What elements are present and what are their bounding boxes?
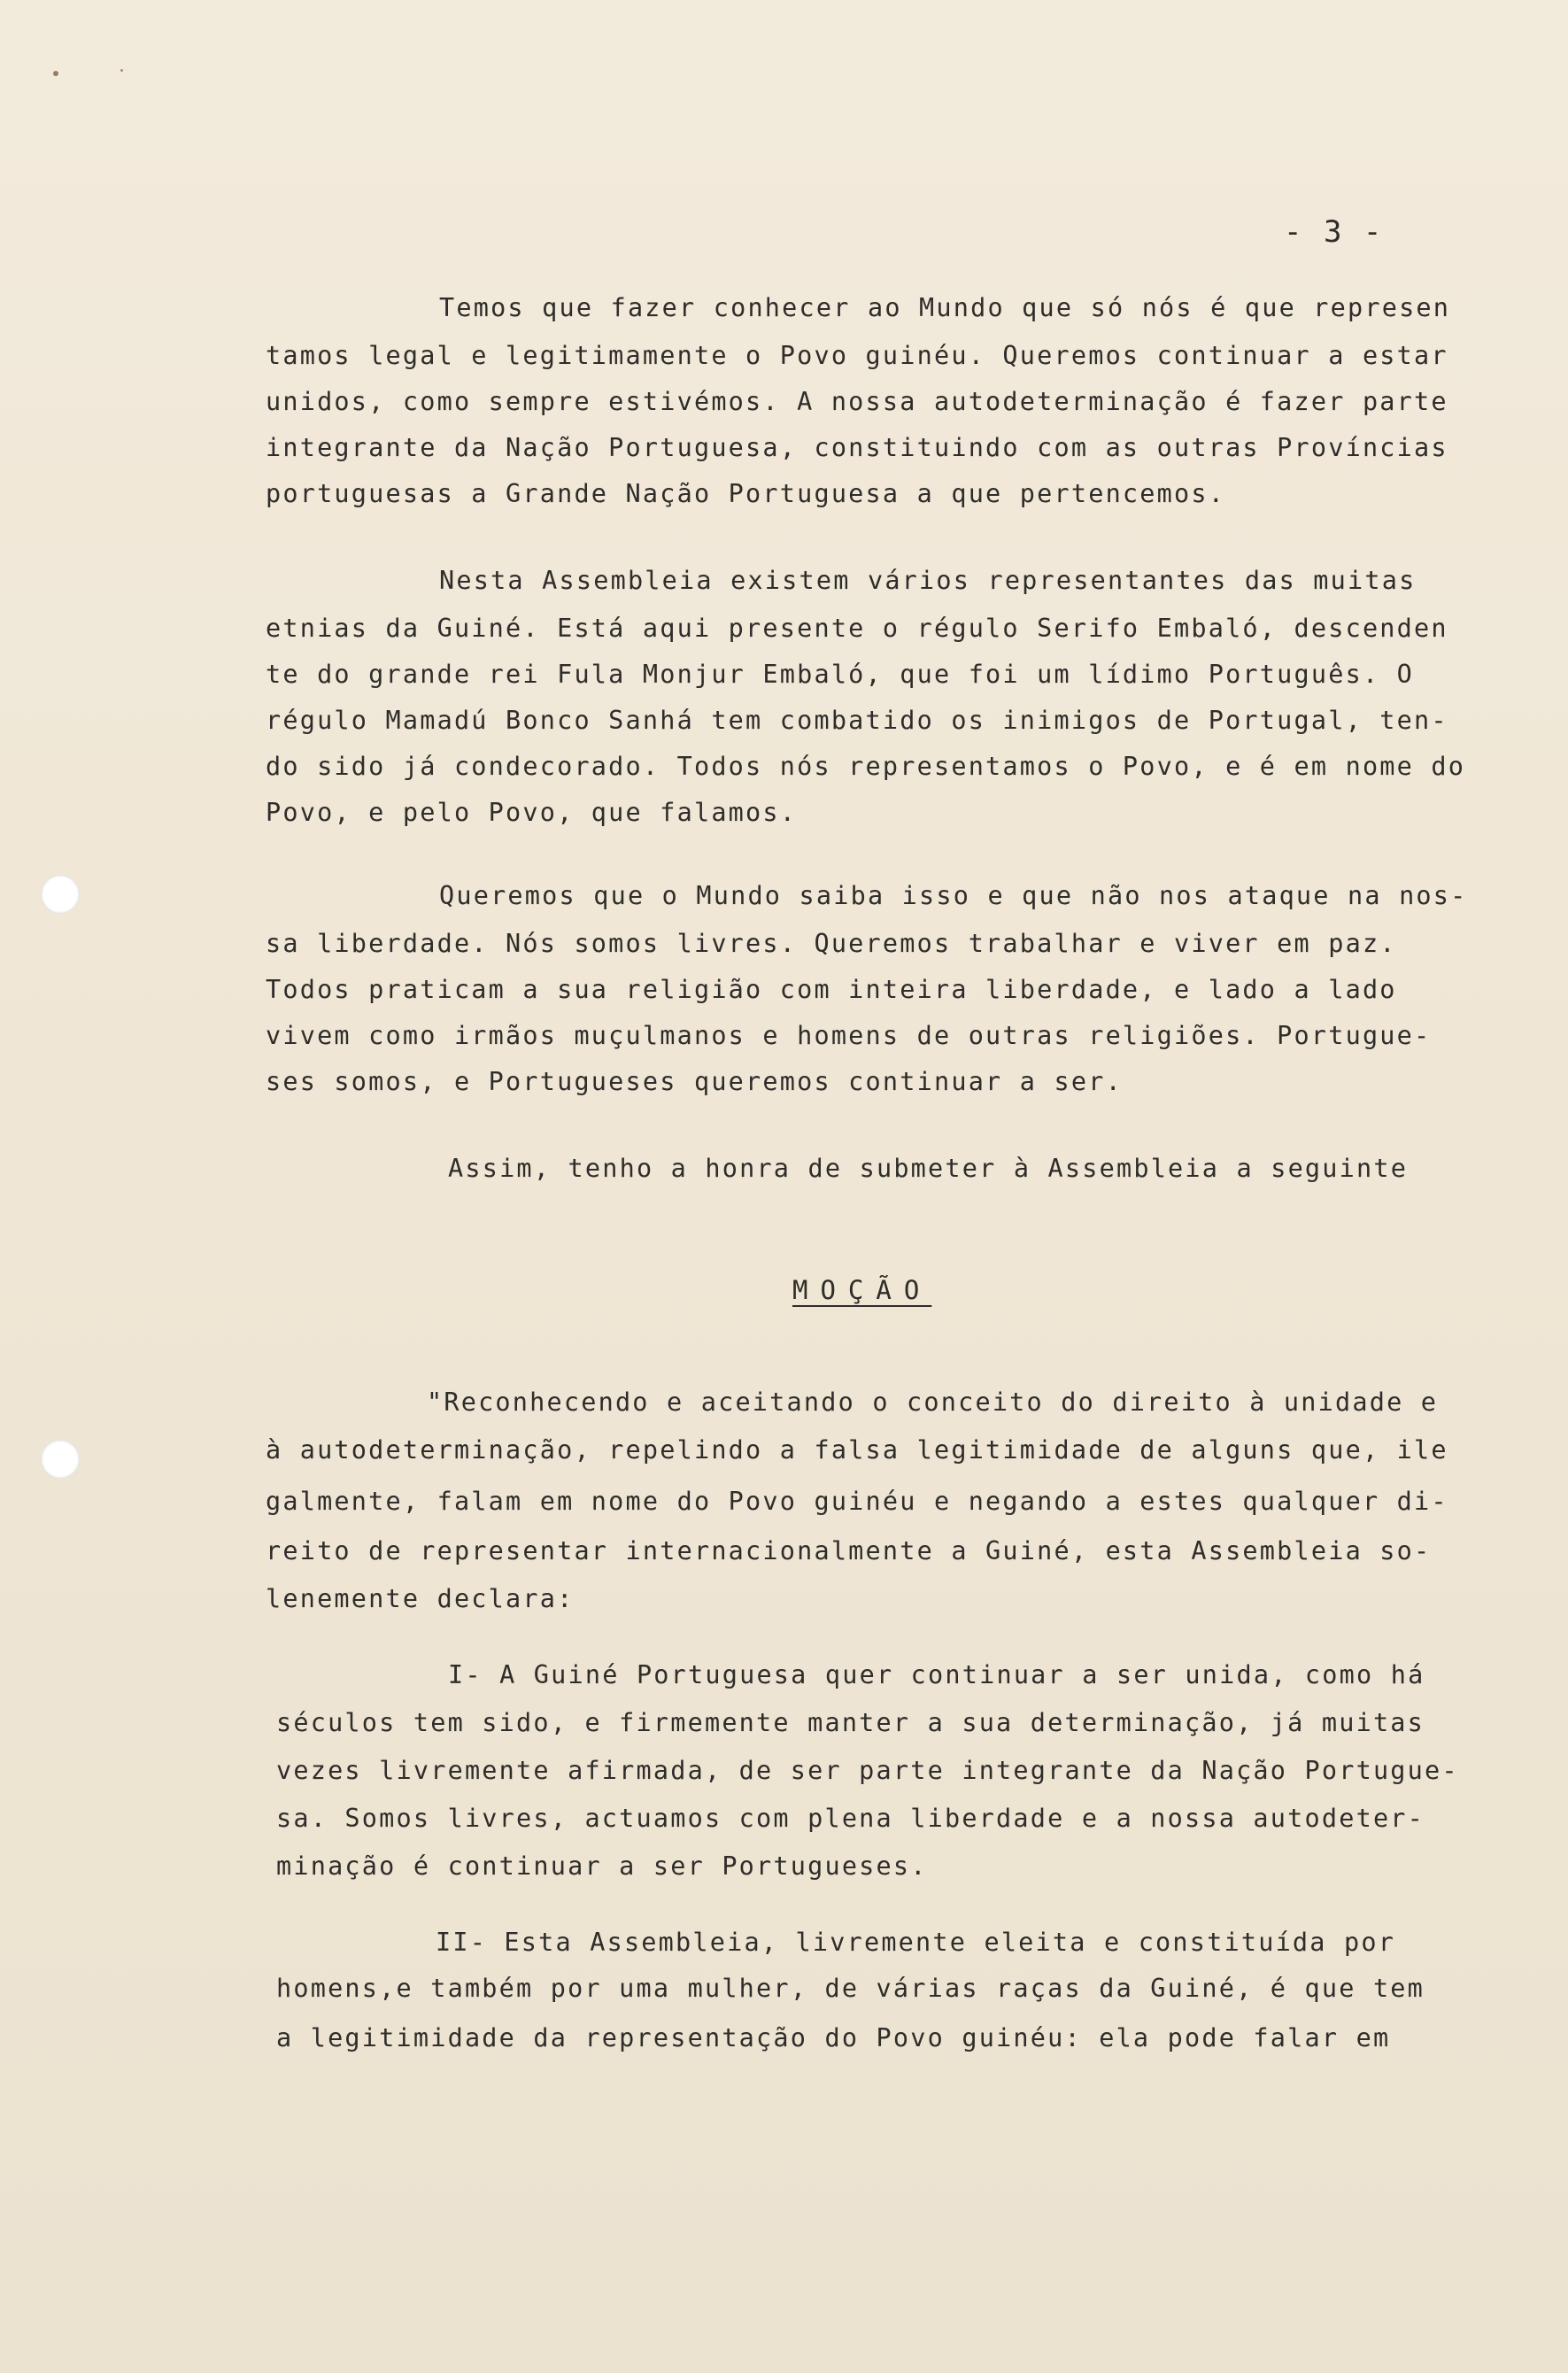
text-line: vezes livremente afirmada, de ser parte integrante da Nação Portugue- [276, 1756, 1459, 1785]
text-line: vivem como irmãos muçulmanos e homens de outras religiões. Portugue- [266, 1021, 1432, 1050]
text-line: unidos, como sempre estivémos. A nossa autodeterminação é fazer parte [266, 387, 1448, 416]
text-line: séculos tem sido, e firmemente manter a sua determinação, já muitas [276, 1708, 1425, 1737]
text-line: II- Esta Assembleia, livremente eleita e constituída por [436, 1928, 1396, 1957]
text-line: sa. Somos livres, actuamos com plena liberdade e a nossa autodeter- [276, 1804, 1425, 1833]
ink-speck [120, 69, 123, 72]
punch-hole-top [41, 875, 80, 914]
text-line: minação é continuar a ser Portugueses. [276, 1851, 928, 1881]
text-line: Queremos que o Mundo saiba isso e que não nos ataque na nos- [439, 881, 1468, 910]
page-number: - 3 - [1284, 214, 1384, 250]
text-line: te do grande rei Fula Monjur Embaló, que foi um lídimo Português. O [266, 660, 1415, 689]
text-line: "Reconhecendo e aceitando o conceito do direito à unidade e [427, 1387, 1439, 1417]
punch-hole-bottom [41, 1440, 80, 1479]
text-line: galmente, falam em nome do Povo guinéu e negando a estes qualquer di- [266, 1487, 1448, 1516]
text-line: do sido já condecorado. Todos nós representamos o Povo, e é em nome do [266, 752, 1466, 781]
text-line: I- A Guiné Portuguesa quer continuar a ser unida, como há [448, 1660, 1425, 1689]
text-line: portuguesas a Grande Nação Portuguesa a que pertencemos. [266, 479, 1226, 508]
text-line: a legitimidade da representação do Povo guinéu: ela pode falar em [276, 2023, 1391, 2052]
text-line: tamos legal e legitimamente o Povo guinéu. Queremos continuar a estar [266, 341, 1448, 370]
text-line: etnias da Guiné. Está aqui presente o régulo Serifo Embaló, descenden [266, 614, 1448, 643]
text-line: Povo, e pelo Povo, que falamos. [266, 798, 798, 827]
text-line: régulo Mamadú Bonco Sanhá tem combatido os inimigos de Portugal, ten- [266, 706, 1448, 735]
text-line: reito de representar internacionalmente a Guiné, esta Assembleia so- [266, 1536, 1432, 1565]
text-line: Assim, tenho a honra de submeter à Assembleia a seguinte [448, 1154, 1409, 1183]
text-line: ses somos, e Portugueses queremos continuar a ser. [266, 1067, 1123, 1096]
text-line: lenemente declara: [266, 1584, 575, 1613]
text-line: Todos praticam a sua religião com inteira liberdade, e lado a lado [266, 975, 1397, 1004]
motion-title: MOÇÃO [792, 1275, 932, 1305]
text-line: homens,e também por uma mulher, de várias raças da Guiné, é que tem [276, 1974, 1425, 2003]
text-line: Nesta Assembleia existem vários representantes das muitas [439, 566, 1417, 595]
text-line: Temos que fazer conhecer ao Mundo que só nós é que represen [439, 293, 1451, 322]
text-line: integrante da Nação Portuguesa, constituindo com as outras Províncias [266, 433, 1448, 462]
text-line: à autodeterminação, repelindo a falsa legitimidade de alguns que, ile [266, 1435, 1448, 1465]
text-line: sa liberdade. Nós somos livres. Queremos trabalhar e viver em paz. [266, 929, 1397, 958]
ink-speck [53, 71, 58, 76]
